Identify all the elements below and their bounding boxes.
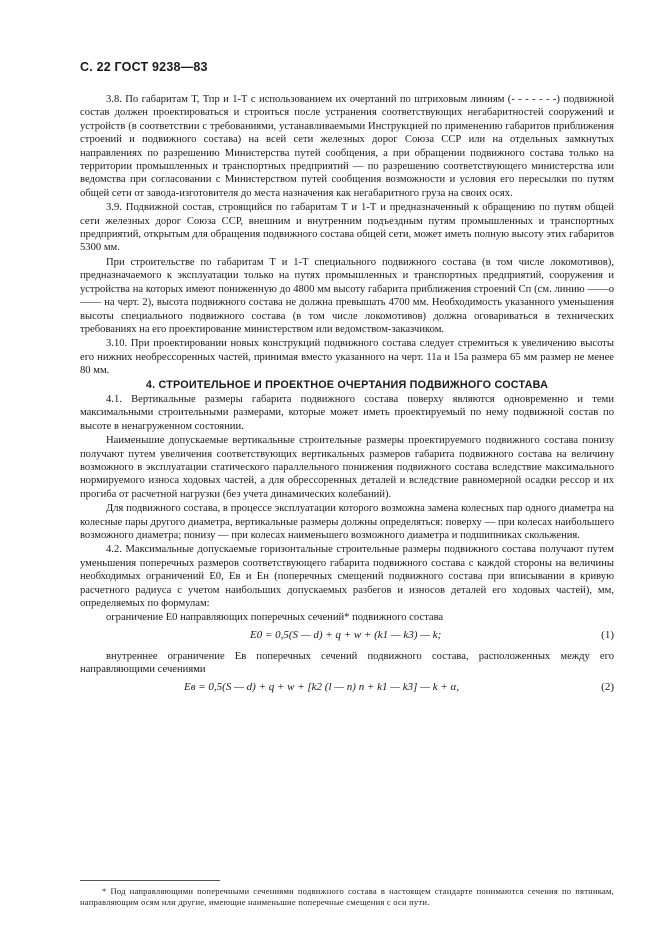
footnote: * Под направляющими поперечными сечениями подвижного состава в настоящем стандарте понимаются сечения по пятникам, направляющим осям или другие, имеющие наименьшие поперечные смещения с оси пути. [80,886,614,907]
paragraph-4-1: 4.1. Вертикальные размеры габарита подвижного состава поверху являются одновременно и теми максимальными строительными размерами, которые может иметь проектируемый по нему подвижной состав по высоте в ненагруженном состоянии. [80,393,614,432]
paragraph-4-1-wheelsets: Для подвижного состава, в процессе эксплуатации которого возможна замена колесных пар одного диаметра на колесные пары другого диаметра, вертикальные размеры должны определяться: поверху — при колесах наибольшего возможного диаметра; понизу — при колесах наименьшего возможного диаметра и подшипниках скольжения. [80,503,614,541]
formula-1 [80,629,614,646]
paragraph-3-9-special: При строительстве по габаритам Т и 1-Т специального подвижного состава (в том числе локомотивов), предназначаемого к эксплуатации только на путях промышленных и транспортных предприятий, сооружения и устройства на которых имеют пониженную до 4800 мм высоту габарита приближения строений Сп (см. линию ——о—— на черт. 2), высота подвижного состава не должна превышать 4700 мм. Необходимость указанного уменьшения высоты специального подвижного состава (в том числе локомотивов) должна оговариваться в технических требованиях на его проектирование министерством или ведомством-заказчиком. [80,256,614,335]
formula-1-number: (1) [601,628,614,641]
page-header: С. 22 ГОСТ 9238—83 [80,60,208,74]
paragraph-3-9: 3.9. Подвижной состав, строящийся по габаритам Т и 1-Т и предназначенный к обращению по путям общей сети железных дорог Союза ССР, внешним и внутренним подъездным путям промышленных и транспортных предприятий, открытым для обращения подвижного состава общей сети, может иметь полную высоту этих габаритов 5300 мм. [80,202,614,254]
paragraph-3-10: 3.10. При проектировании новых конструкций подвижного состава следует стремиться к увеличению высоты его нижних необрессоренных частей, принимая вместо указанного на черт. 11а и 15а размера 65 мм размер не менее 80 мм. [80,338,614,377]
formula-2 [80,681,614,698]
paragraph-ev-intro: внутреннее ограничение Eв поперечных сечений подвижного состава, расположенных между его направляющими сечениями [80,650,614,676]
paragraph-e0-intro: ограничение E0 направляющих поперечных сечений* подвижного состава [106,612,444,624]
formula-2-number: (2) [601,680,614,693]
footnote-divider [80,880,220,881]
document-body [80,93,614,702]
paragraph-3-8: 3.8. По габаритам Т, Тпр и 1-Т с использованием их очертаний по штриховым линиям (- - - - - - -) подвижной состав должен проектироваться и строиться после устранения соответствующих негабаритностей сооружений и устройств (в соответствии с требованиями, устанавливаемыми Инструкцией по применению габаритов приближения строений и подвижного состава) на всей сети железных дорог Союза ССР или на отдельных замкнутых направлениях по разрешению Министерства путей сообщения, а при обращении подвижного состава только на территории промышленных и транспортных предприятий — по разрешению соответствующего министерства или ведомства при согласовании с Министерством путей сообщения возможности и условия его пересылки по путям общей сети от завода-изготовителя до места назначения как негабаритного груза на своих осях. [80,94,614,199]
formula-1-expression: E0 = 0,5(S — d) + q + w + (k1 — k3) — k; [250,628,442,641]
formula-2-expression: Eв = 0,5(S — d) + q + w + [k2 (l — n) n + k1 — k3] — k + α, [184,680,460,693]
paragraph-4-1-min-dims: Наименьшие допускаемые вертикальные строительные размеры проектируемого подвижного состава понизу получают путем увеличения соответствующих вертикальных размеров габарита подвижного состава на величину возможного в эксплуатации статического параллельного понижения подвижного состава вследствие максимального нормируемого износа ходовых частей, а для обрессоренных деталей и вследствие равномерной осадки рессор и их прогиба от расчетной нагрузки (без учета динамических колебаний). [80,435,614,500]
section-heading: 4. СТРОИТЕЛЬНОЕ И ПРОЕКТНОЕ ОЧЕРТАНИЯ ПОДВИЖНОГО СОСТАВА [145,378,549,391]
paragraph-4-2: 4.2. Максимальные допускаемые горизонтальные строительные размеры подвижного состава получают путем уменьшения поперечных размеров соответствующего габарита подвижного состава с каждой стороны на величины необходимых ограничений E0, Eв и Eн (поперечных смещений подвижного состава при вписывании в кривую расчетного радиуса с учетом наибольших допускаемых разбегов и износов деталей его ходовых частей), мм, определяемых по формулам: [80,544,614,610]
